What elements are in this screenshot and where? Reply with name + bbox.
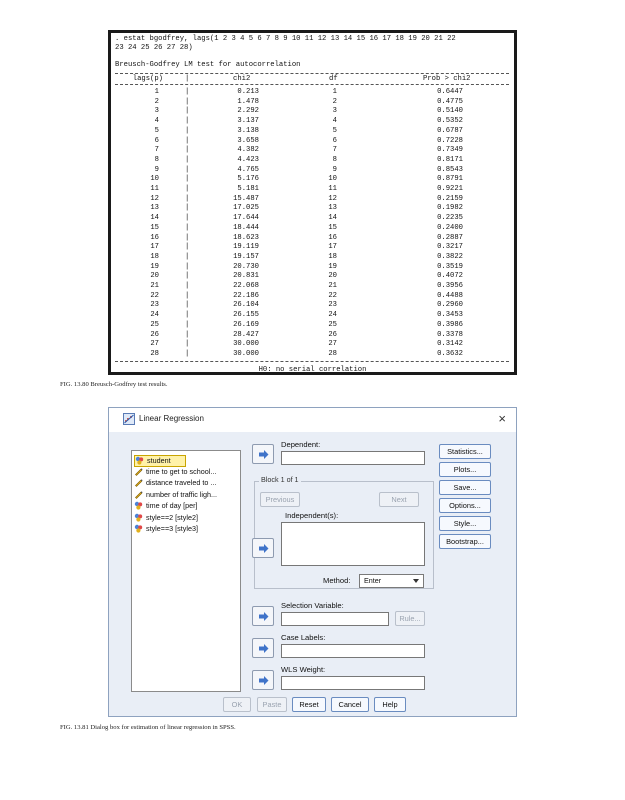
- prob-cell: 0.3632: [437, 349, 463, 358]
- variable-item[interactable]: [134, 490, 217, 500]
- lag-cell: 26: [150, 330, 159, 339]
- variable-label: time of day [per]: [146, 501, 198, 510]
- selection-variable-field[interactable]: [281, 612, 389, 626]
- header-prob: Prob > chi2: [423, 75, 471, 83]
- df-cell: 5: [332, 126, 337, 135]
- arrow-right-icon: [258, 675, 269, 686]
- method-dropdown[interactable]: [359, 574, 424, 588]
- chi2-cell: 4.423: [237, 155, 259, 164]
- separator-cell: |: [185, 165, 190, 174]
- chi2-cell: 3.137: [237, 117, 259, 126]
- rule-button[interactable]: Rule...: [395, 611, 425, 626]
- lag-cell: 9: [154, 165, 159, 174]
- help-button[interactable]: Help: [374, 697, 406, 712]
- chi2-cell: 3.138: [237, 126, 259, 135]
- separator-cell: |: [185, 320, 190, 329]
- lag-cell: 20: [150, 272, 159, 281]
- prob-cell: 0.5140: [437, 107, 463, 116]
- header-chi2: chi2: [233, 75, 251, 83]
- separator-cell: |: [185, 223, 190, 232]
- table-row: [115, 137, 509, 146]
- scale-variable-icon: [134, 467, 146, 476]
- chi2-cell: 17.644: [233, 214, 259, 223]
- lag-cell: 23: [150, 301, 159, 310]
- separator-cell: |: [185, 252, 190, 261]
- prob-cell: 0.2960: [437, 301, 463, 310]
- prob-cell: 0.8791: [437, 175, 463, 184]
- df-cell: 25: [328, 320, 337, 329]
- next-button[interactable]: Next: [379, 492, 419, 507]
- prob-cell: 0.3142: [437, 340, 463, 349]
- table-row: [115, 301, 509, 310]
- lag-cell: 8: [154, 155, 159, 164]
- wls-weight-field[interactable]: [281, 676, 425, 690]
- dialog-title: Linear Regression: [139, 414, 204, 423]
- wls-weight-label: WLS Weight:: [281, 665, 326, 674]
- lag-cell: 13: [150, 204, 159, 213]
- selection-variable-label: Selection Variable:: [281, 601, 344, 610]
- table-row: [115, 98, 509, 107]
- df-cell: 8: [332, 155, 337, 164]
- separator-cell: |: [185, 291, 190, 300]
- table-row: [115, 253, 509, 262]
- separator-cell: |: [185, 214, 190, 223]
- variable-item[interactable]: [134, 513, 198, 523]
- table-row: [115, 224, 509, 233]
- lag-cell: 3: [154, 107, 159, 116]
- separator-cell: |: [185, 194, 190, 203]
- figure-caption-13-81: FIG. 13.81 Dialog box for estimation of linear regression in SPSS.: [60, 724, 236, 731]
- prob-cell: 0.9221: [437, 185, 463, 193]
- table-row: [115, 263, 509, 272]
- chi2-cell: 1.478: [237, 97, 259, 106]
- move-to-independents-button[interactable]: [252, 538, 274, 558]
- figure-caption-13-80: FIG. 13.80 Breusch-Godfrey test results.: [60, 381, 168, 388]
- separator-cell: |: [185, 155, 190, 164]
- table-header-row: [115, 75, 509, 84]
- prob-cell: 0.1982: [437, 204, 463, 213]
- df-cell: 7: [332, 146, 337, 155]
- prob-cell: 0.2887: [437, 233, 463, 242]
- separator-cell: |: [185, 243, 190, 252]
- null-hypothesis-note: H0: no serial correlation: [258, 366, 367, 374]
- chi2-cell: 5.176: [237, 175, 259, 184]
- chi2-cell: 4.765: [237, 165, 259, 174]
- separator-cell: |: [185, 340, 190, 349]
- table-row: [115, 340, 509, 349]
- lag-cell: 6: [154, 136, 159, 145]
- prob-cell: 0.3822: [437, 252, 463, 261]
- df-cell: 28: [328, 349, 337, 358]
- variable-item[interactable]: [134, 467, 216, 477]
- chi2-cell: 22.186: [233, 291, 259, 300]
- prob-cell: 0.3217: [437, 243, 463, 252]
- independents-label: Independent(s):: [285, 511, 339, 520]
- close-icon[interactable]: ×: [498, 411, 506, 426]
- df-cell: 10: [328, 175, 337, 184]
- prob-cell: 0.3956: [437, 282, 463, 290]
- chi2-cell: 20.730: [233, 262, 259, 271]
- separator-cell: |: [185, 146, 190, 155]
- table-row: [115, 350, 509, 359]
- separator-cell: |: [185, 185, 190, 193]
- chi2-cell: 3.658: [237, 136, 259, 145]
- variable-label: distance traveled to ...: [146, 478, 217, 487]
- table-row: [115, 272, 509, 281]
- lag-cell: 27: [150, 340, 159, 349]
- df-cell: 15: [328, 223, 337, 232]
- nominal-variable-icon: [134, 501, 146, 510]
- separator-cell: |: [185, 233, 190, 242]
- lag-cell: 10: [150, 175, 159, 184]
- df-cell: 20: [328, 272, 337, 281]
- prob-cell: 0.3519: [437, 262, 463, 271]
- lag-cell: 25: [150, 320, 159, 329]
- variable-item[interactable]: [134, 501, 198, 511]
- table-row: [115, 282, 509, 291]
- variable-list[interactable]: [131, 450, 241, 692]
- dependent-label: Dependent:: [281, 440, 321, 449]
- chi2-cell: 0.213: [237, 88, 259, 96]
- chi2-cell: 28.427: [233, 330, 259, 339]
- separator-cell: |: [185, 272, 190, 281]
- prob-cell: 0.4072: [437, 272, 463, 281]
- table-row: [115, 166, 509, 175]
- move-to-wls-weight-button[interactable]: [252, 670, 274, 690]
- block-label: Block 1 of 1: [261, 475, 299, 484]
- lag-cell: 1: [154, 88, 159, 96]
- separator-cell: |: [185, 88, 190, 96]
- chi2-cell: 19.119: [233, 243, 259, 252]
- variable-item[interactable]: [134, 455, 186, 467]
- separator-cell: |: [185, 136, 190, 145]
- prob-cell: 0.4488: [437, 291, 463, 300]
- arrow-right-icon: [258, 643, 269, 654]
- separator-cell: |: [185, 349, 190, 358]
- lag-cell: 18: [150, 252, 159, 261]
- bootstrap-button[interactable]: Bootstrap...: [439, 534, 491, 549]
- prob-cell: 0.6447: [437, 88, 463, 96]
- df-cell: 4: [332, 117, 337, 126]
- prob-cell: 0.3378: [437, 330, 463, 339]
- table-row: [115, 107, 509, 116]
- separator-cell: |: [185, 117, 190, 126]
- chi2-cell: 20.831: [233, 272, 259, 281]
- lag-cell: 15: [150, 223, 159, 232]
- prob-cell: 0.3986: [437, 320, 463, 329]
- df-cell: 11: [328, 185, 337, 193]
- table-row: [115, 146, 509, 155]
- table-rule-bottom: [115, 361, 509, 362]
- lag-cell: 24: [150, 311, 159, 320]
- table-row: [115, 243, 509, 252]
- prob-cell: 0.7228: [437, 136, 463, 145]
- table-row: [115, 185, 509, 194]
- separator-cell: |: [185, 204, 190, 213]
- style-button[interactable]: Style...: [439, 516, 491, 531]
- df-cell: 19: [328, 262, 337, 271]
- df-cell: 23: [328, 301, 337, 310]
- case-labels-label: Case Labels:: [281, 633, 326, 642]
- separator-cell: |: [185, 301, 190, 310]
- prob-cell: 0.2400: [437, 223, 463, 232]
- plots-button[interactable]: Plots...: [439, 462, 491, 477]
- variable-item[interactable]: [134, 478, 216, 488]
- prob-cell: 0.4775: [437, 97, 463, 106]
- lag-cell: 12: [150, 194, 159, 203]
- prob-cell: 0.2235: [437, 214, 463, 223]
- nominal-variable-icon: [134, 513, 146, 522]
- separator-cell: |: [185, 311, 190, 320]
- lag-cell: 5: [154, 126, 159, 135]
- chi2-cell: 5.181: [237, 185, 259, 193]
- lag-cell: 7: [154, 146, 159, 155]
- dialog-titlebar: [109, 408, 516, 432]
- prob-cell: 0.2159: [437, 194, 463, 203]
- chi2-cell: 18.444: [233, 223, 259, 232]
- linear-regression-dialog: [108, 407, 517, 717]
- df-cell: 9: [332, 165, 337, 174]
- prob-cell: 0.8543: [437, 165, 463, 174]
- separator-cell: |: [185, 97, 190, 106]
- separator-cell: |: [185, 262, 190, 271]
- table-row: [115, 127, 509, 136]
- move-to-selection-variable-button[interactable]: [252, 606, 274, 626]
- prob-cell: 0.5352: [437, 117, 463, 126]
- separator-cell: |: [185, 126, 190, 135]
- case-labels-field[interactable]: [281, 644, 425, 658]
- chi2-cell: 4.382: [237, 146, 259, 155]
- chi2-cell: 30.000: [233, 340, 259, 349]
- nominal-variable-icon: [134, 524, 146, 533]
- lag-cell: 21: [150, 282, 159, 290]
- df-cell: 3: [332, 107, 337, 116]
- command-line-continued: 23 24 25 26 27 28): [115, 44, 193, 52]
- table-row: [115, 88, 509, 97]
- move-to-dependent-button[interactable]: [252, 444, 274, 464]
- reset-button[interactable]: Reset: [292, 697, 326, 712]
- method-value: Enter: [364, 576, 382, 585]
- nominal-variable-icon: [135, 456, 147, 465]
- separator-cell: |: [185, 175, 190, 184]
- df-cell: 2: [332, 97, 337, 106]
- command-line: . estat bgodfrey, lags(1 2 3 4 5 6 7 8 9 10 11 12 13 14 15 16 17 18 19 20 21 22: [115, 35, 456, 43]
- prob-cell: 0.8171: [437, 155, 463, 164]
- df-cell: 27: [328, 340, 337, 349]
- dependent-field[interactable]: [281, 451, 425, 465]
- chi2-cell: 17.025: [233, 204, 259, 213]
- stata-output-panel: [108, 30, 517, 375]
- chi2-cell: 18.623: [233, 233, 259, 242]
- table-row: [115, 321, 509, 330]
- lag-cell: 17: [150, 243, 159, 252]
- table-row: [115, 311, 509, 320]
- ok-button[interactable]: OK: [223, 697, 251, 712]
- table-row: [115, 195, 509, 204]
- df-cell: 13: [328, 204, 337, 213]
- options-button[interactable]: Options...: [439, 498, 491, 513]
- variable-label: student: [147, 456, 171, 465]
- chi2-cell: 19.157: [233, 252, 259, 261]
- table-row: [115, 175, 509, 184]
- chi2-cell: 22.068: [233, 282, 259, 290]
- variable-item[interactable]: [134, 524, 198, 534]
- variable-label: style==2 [style2]: [146, 512, 198, 522]
- chi2-cell: 26.155: [233, 311, 259, 320]
- lag-cell: 14: [150, 214, 159, 223]
- chi2-cell: 26.169: [233, 320, 259, 329]
- separator-cell: |: [185, 330, 190, 339]
- variable-label: style==3 [style3]: [146, 524, 198, 533]
- df-cell: 1: [332, 88, 337, 96]
- df-cell: 21: [328, 282, 337, 290]
- test-title: Breusch-Godfrey LM test for autocorrelation: [115, 61, 301, 69]
- df-cell: 24: [328, 311, 337, 320]
- save-button[interactable]: Save...: [439, 480, 491, 495]
- header-df: df: [329, 75, 338, 83]
- arrow-right-icon: [258, 449, 269, 460]
- lag-cell: 11: [150, 185, 159, 193]
- df-cell: 6: [332, 136, 337, 145]
- table-row: [115, 214, 509, 223]
- table-row: [115, 292, 509, 301]
- chi2-cell: 2.292: [237, 107, 259, 116]
- df-cell: 14: [328, 214, 337, 223]
- previous-button[interactable]: Previous: [260, 492, 300, 507]
- linear-regression-icon: [123, 413, 135, 425]
- scale-variable-icon: [134, 490, 146, 499]
- lag-cell: 4: [154, 117, 159, 126]
- lag-cell: 28: [150, 349, 159, 358]
- variable-label: number of traffic ligh...: [146, 489, 217, 499]
- prob-cell: 0.6787: [437, 126, 463, 135]
- paste-button[interactable]: Paste: [257, 697, 287, 712]
- prob-cell: 0.7349: [437, 146, 463, 155]
- chi2-cell: 15.487: [233, 194, 259, 203]
- df-cell: 17: [328, 243, 337, 252]
- arrow-right-icon: [258, 543, 269, 554]
- table-row: [115, 204, 509, 213]
- separator-cell: |: [185, 107, 190, 116]
- method-label: Method:: [323, 576, 351, 585]
- separator-cell: |: [185, 282, 190, 290]
- df-cell: 18: [328, 252, 337, 261]
- df-cell: 12: [328, 194, 337, 203]
- df-cell: 22: [328, 291, 337, 300]
- header-lags: lags(p): [132, 75, 163, 83]
- statistics-button[interactable]: Statistics...: [439, 444, 491, 459]
- df-cell: 26: [328, 330, 337, 339]
- lag-cell: 19: [150, 262, 159, 271]
- cancel-button[interactable]: Cancel: [331, 697, 369, 712]
- lag-cell: 22: [150, 291, 159, 300]
- table-rule-header: [115, 84, 509, 85]
- lag-cell: 16: [150, 233, 159, 242]
- chi2-cell: 26.104: [233, 301, 259, 310]
- table-row: [115, 331, 509, 340]
- prob-cell: 0.3453: [437, 311, 463, 320]
- df-cell: 16: [328, 233, 337, 242]
- header-separator: |: [185, 75, 190, 83]
- scale-variable-icon: [134, 478, 146, 487]
- table-row: [115, 117, 509, 126]
- lag-cell: 2: [154, 97, 159, 106]
- move-to-case-labels-button[interactable]: [252, 638, 274, 658]
- variable-label: time to get to school...: [146, 466, 217, 476]
- table-rule-top: [115, 73, 509, 74]
- independents-field[interactable]: [281, 522, 425, 566]
- table-row: [115, 156, 509, 165]
- chevron-down-icon: [413, 579, 419, 583]
- arrow-right-icon: [258, 611, 269, 622]
- chi2-cell: 30.000: [233, 349, 259, 358]
- table-row: [115, 234, 509, 243]
